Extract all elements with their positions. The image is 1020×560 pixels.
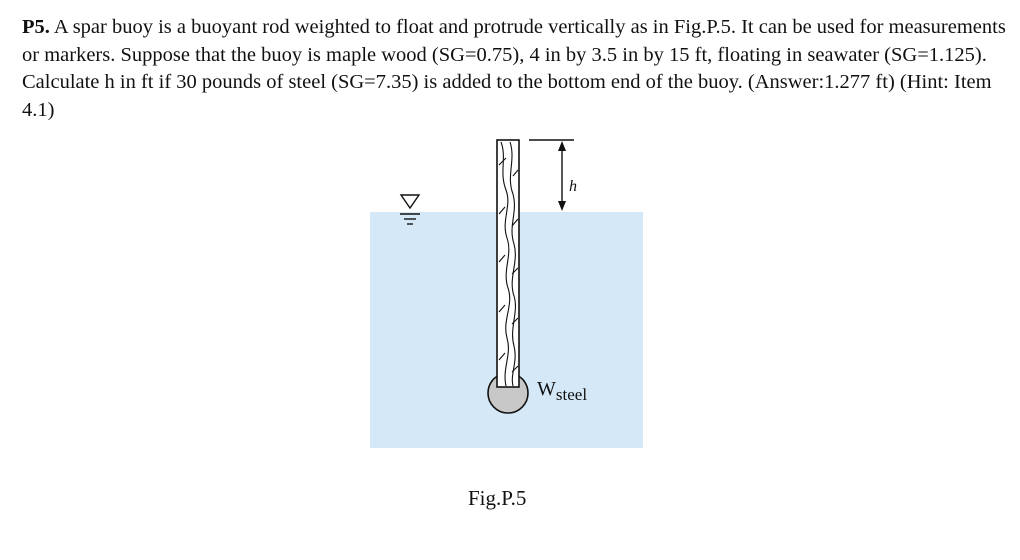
weight-subscript: steel — [555, 385, 588, 404]
h-arrow-up — [558, 141, 566, 151]
h-arrow-down — [558, 201, 566, 211]
buoy-rod — [497, 140, 519, 387]
h-dimension — [529, 140, 574, 206]
problem-number: P5. — [22, 16, 50, 38]
problem-text: A spar buoy is a buoyant rod weighted to float and protrude vertically as in Fig.P.5. It can be used for measurements or markers. Suppose that the buoy is maple wood (SG=0.75), 4 in by 3.5 in by 15 ft, floating in seawater (SG=1.125). Calculate h in ft if 30 pounds of steel (SG=7.35) is added to the bottom end of the buoy. (Answer:1.277 ft) (Hint: Item 4.1) — [22, 16, 1006, 121]
figure-caption: Fig.P.5 — [468, 486, 527, 510]
h-label: h — [569, 178, 577, 195]
weight-symbol: W — [537, 378, 556, 400]
